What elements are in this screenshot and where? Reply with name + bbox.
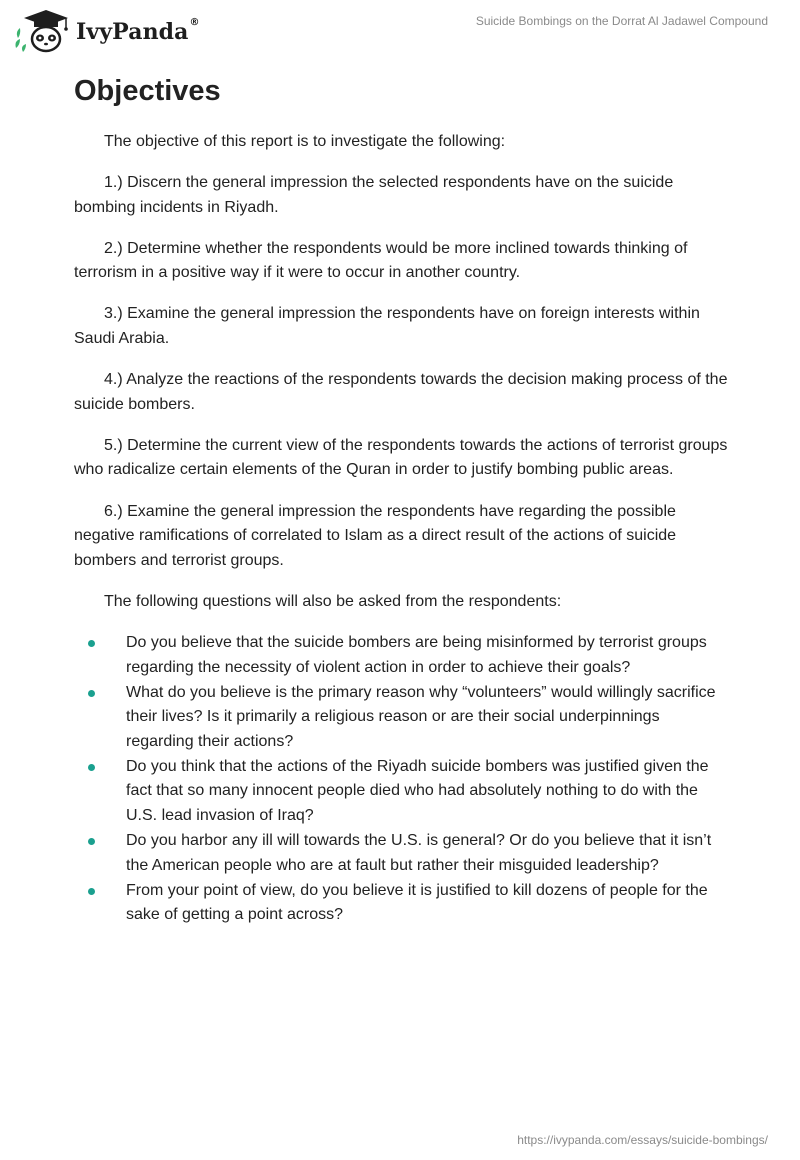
list-item-text: Do you think that the actions of the Riyadh suicide bombers was justified given the fact that so many innocent people died who had absolutely nothing to do with the U.S. lead invasion of Iraq? [126,757,709,825]
list-item-text: Do you harbor any ill will towards the U.S. is general? Or do you believe that it isn’t the American people who are at fault but rather their misguided leadership? [126,832,712,874]
page-header [0,0,800,60]
list-item [74,755,728,829]
bullet-dot-icon [88,764,95,771]
list-item-text: From your point of view, do you believe it is justified to kill dozens of people for the sake of getting a point across? [126,881,708,924]
article-body [74,72,728,929]
paragraph: 6.) Examine the general impression the respondents have regarding the possible negative ramifications of correlated to Islam as a direct result of the actions of suicide bombers and terrorist groups. [74,502,677,569]
paragraph: The following questions will also be asked from the respondents: [104,592,562,610]
questions-list [74,631,728,928]
bullet-dot-icon [88,838,95,845]
list-item-text: Do you believe that the suicide bombers are being misinformed by terrorist groups regarding the necessity of violent action in order to achieve their goals? [126,633,707,676]
paragraph: 2.) Determine whether the respondents would be more inclined towards thinking of terrorism in a positive way if it were to occur in another country. [74,239,688,282]
bullet-dot-icon [88,888,95,895]
list-item-text: What do you believe is the primary reason why “volunteers” would willingly sacrifice their lives? Is it primarily a religious reason or are their social underpinnings regarding their actions? [126,683,716,750]
list-item [74,879,728,928]
list-item [74,631,728,680]
logo-wordmark: IvyPanda® [76,17,200,45]
bullet-dot-icon [88,690,95,697]
paragraph: 1.) Discern the general impression the selected respondents have on the suicide bombing incidents in Riyadh. [74,174,674,216]
panda-graduate-icon [14,8,72,54]
list-item [74,681,728,755]
paragraph: 5.) Determine the current view of the respondents towards the actions of terrorist groups who radicalize certain elements of the Quran in order to justify bombing public areas. [74,436,728,479]
ivypanda-logo[interactable] [14,8,200,54]
paragraph: 4.) Analyze the reactions of the respondents towards the decision making process of the suicide bombers. [74,371,728,413]
list-item [74,829,728,878]
document-title: Suicide Bombings on the Dorrat Al Jadawel Compound [475,14,768,28]
bullet-dot-icon [88,640,95,647]
section-heading: Objectives [74,75,221,107]
paragraph: The objective of this report is to investigate the following: [104,133,506,150]
paragraph: 3.) Examine the general impression the respondents have on foreign interests within Saudi Arabia. [74,305,700,348]
source-url-link[interactable]: https://ivypanda.com/essays/suicide-bombings/ [517,1133,768,1147]
